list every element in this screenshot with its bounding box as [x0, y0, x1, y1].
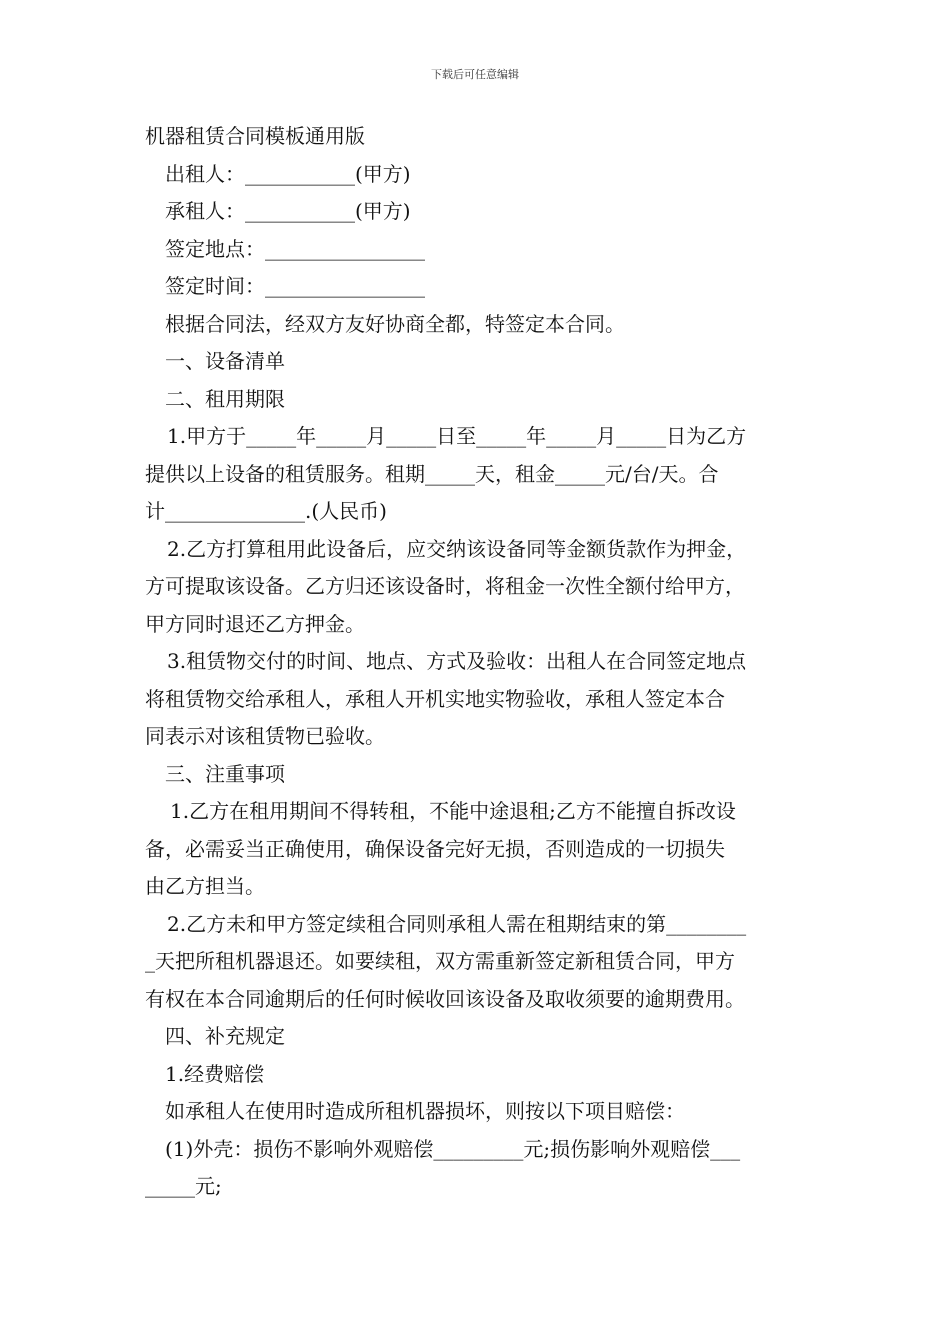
signing-time-line: 签定时间：________________	[165, 274, 425, 298]
clause-3-1-line-1: 1.乙方在租用期间不得转租，不能中途退租;乙方不能擅自拆改设	[170, 799, 736, 823]
clause-4-1-heading: 1.经费赔偿	[165, 1061, 265, 1086]
clause-4-1-item-1-line-2: _____元;	[145, 1174, 222, 1198]
clause-2-1-line-3: 计______________.(人民币)	[145, 499, 387, 523]
document-title: 机器租赁合同模板通用版	[145, 124, 365, 148]
signing-place-line: 签定地点：________________	[165, 236, 425, 261]
section-heading-3: 三、注重事项	[165, 761, 285, 786]
clause-4-1-item-1-line-1: (1)外壳：损伤不影响外观赔偿_________元;损伤影响外观赔偿___	[165, 1136, 741, 1161]
lessor-line: 出租人：___________(甲方)	[165, 161, 411, 186]
lessee-line: 承租人：___________(甲方)	[165, 199, 411, 223]
section-heading-4: 四、补充规定	[165, 1024, 285, 1048]
clause-2-2-line-3: 甲方同时退还乙方押金。	[145, 611, 365, 636]
contract-body	[145, 118, 810, 1206]
clause-3-2-line-1: 2.乙方未和甲方签定续租合同则承租人需在租期结束的第________	[167, 911, 747, 936]
clause-3-1-line-2: 备，必需妥当正确使用，确保设备完好无损，否则造成的一切损失	[145, 836, 725, 861]
clause-2-2-line-1: 2.乙方打算租用此设备后，应交纳该设备同等金额货款作为押金，	[167, 536, 747, 561]
clause-2-3-line-1: 3.租赁物交付的时间、地点、方式及验收：出租人在合同签定地点	[167, 649, 747, 673]
clause-4-1-intro: 如承租人在使用时造成所租机器损坏，则按以下项目赔偿：	[165, 1099, 685, 1123]
clause-2-3-line-2: 将租赁物交给承租人，承租人开机实地实物验收，承租人签定本合	[145, 686, 725, 711]
clause-2-2-line-2: 方可提取该设备。乙方归还该设备时，将租金一次性全额付给甲方，	[145, 574, 745, 598]
clause-2-3-line-3: 同表示对该租赁物已验收。	[145, 724, 385, 748]
page-header-note: 下载后可任意编辑	[431, 68, 519, 81]
clause-3-2-line-2: _天把所租机器退还。如要续租，双方需重新签定新租赁合同，甲方	[145, 949, 735, 973]
clause-2-1-line-2: 提供以上设备的租赁服务。租期_____天，租金_____元/台/天。合	[145, 461, 719, 486]
clause-2-1-line-1: 1.甲方于_____年_____月_____日至_____年_____月_____日为乙方	[167, 424, 747, 448]
section-heading-2: 二、租用期限	[165, 386, 285, 411]
preamble-line: 根据合同法，经双方友好协商全都，特签定本合同。	[165, 311, 625, 336]
clause-3-1-line-3: 由乙方担当。	[145, 874, 265, 898]
clause-3-2-line-3: 有权在本合同逾期后的任何时候收回该设备及取收须要的逾期费用。	[145, 986, 745, 1011]
section-heading-1: 一、设备清单	[165, 349, 285, 373]
